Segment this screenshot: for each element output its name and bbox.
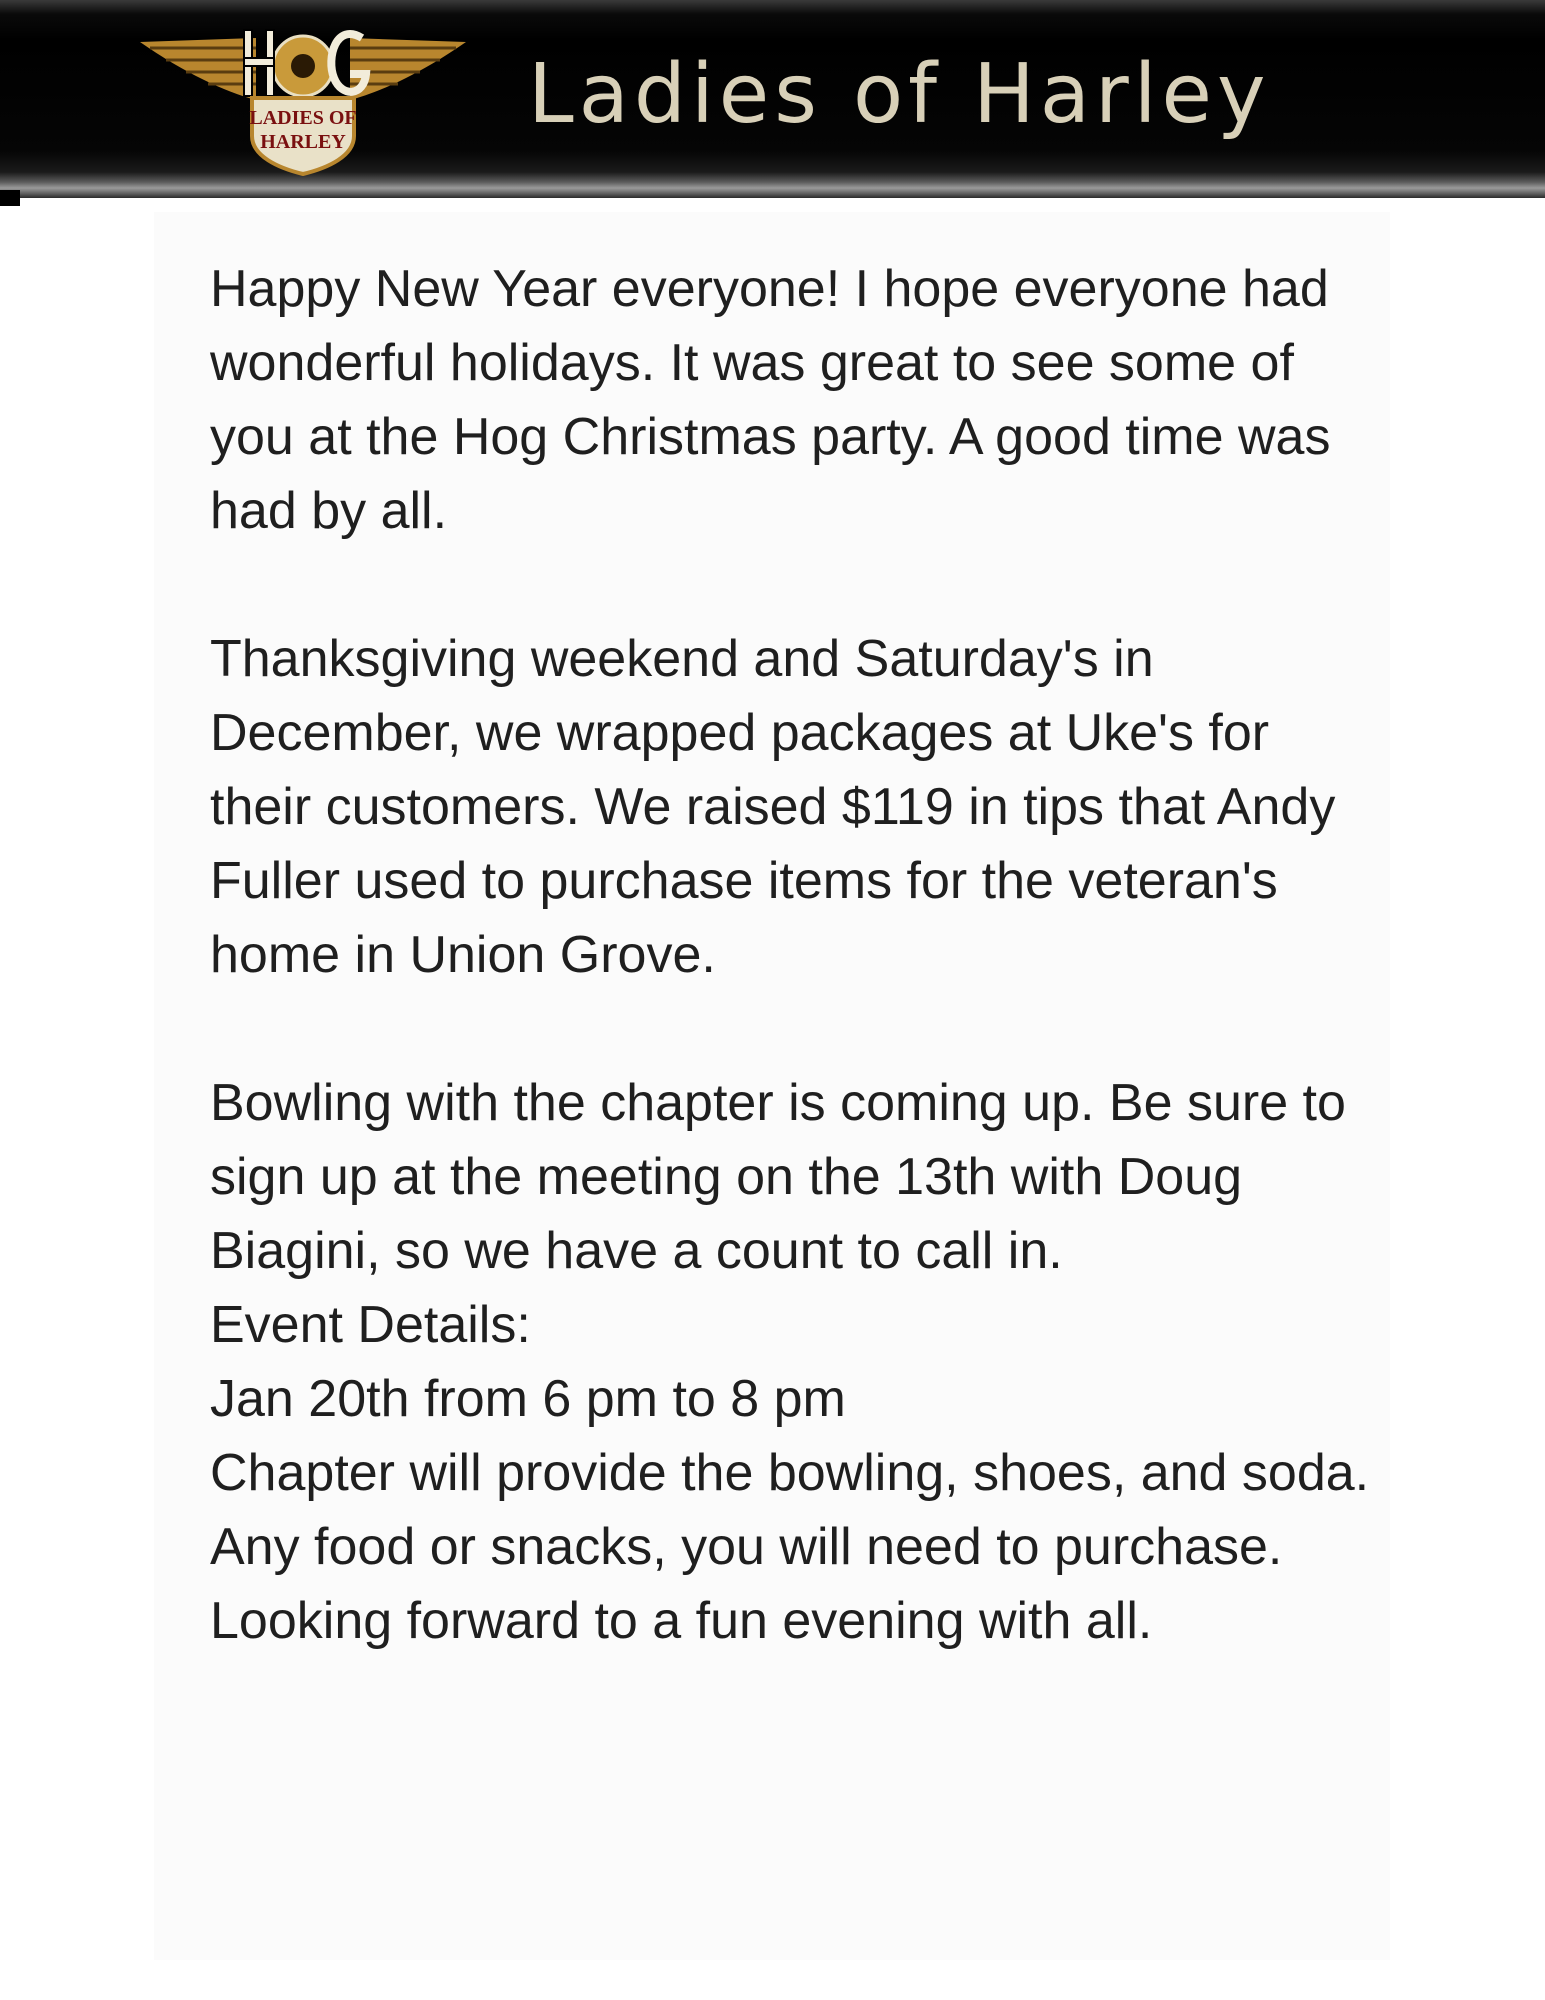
event-provided-items: Chapter will provide the bowling, shoes, and soda. bbox=[210, 1444, 1370, 1502]
hog-winged-logo-icon bbox=[136, 8, 470, 184]
bowling-announcement: Bowling with the chapter is coming up. Be sure to sign up at the meeting on the 13th with Doug Biagini, so we have a count to call in. bbox=[210, 1074, 1346, 1280]
paragraph-new-year: Happy New Year everyone! I hope everyone had wonderful holidays. It was great to see some of you at the Hog Christmas party. A good time was had by all. bbox=[210, 260, 1331, 540]
event-food-note: Any food or snacks, you will need to purchase. bbox=[210, 1518, 1283, 1576]
letter-body bbox=[210, 252, 1370, 1658]
header-edge-tab bbox=[0, 190, 20, 206]
event-time: Jan 20th from 6 pm to 8 pm bbox=[210, 1370, 846, 1428]
page-title: Ladies of Harley bbox=[528, 47, 1271, 142]
event-details-heading: Event Details: bbox=[210, 1296, 531, 1354]
logo-ribbon-line1: LADIES OF bbox=[249, 107, 357, 129]
letter-panel bbox=[154, 212, 1390, 1960]
paragraph-bowling bbox=[210, 1066, 1370, 1658]
logo-ribbon-line2: HARLEY bbox=[260, 131, 346, 153]
header-banner bbox=[0, 0, 1545, 198]
closing-line: Looking forward to a fun evening with all. bbox=[210, 1592, 1153, 1650]
paragraph-gift-wrapping: Thanksgiving weekend and Saturday's in December, we wrapped packages at Uke's for their customers. We raised $119 in tips that Andy Fuller used to purchase items for the veteran's home in Union Grove. bbox=[210, 630, 1336, 984]
